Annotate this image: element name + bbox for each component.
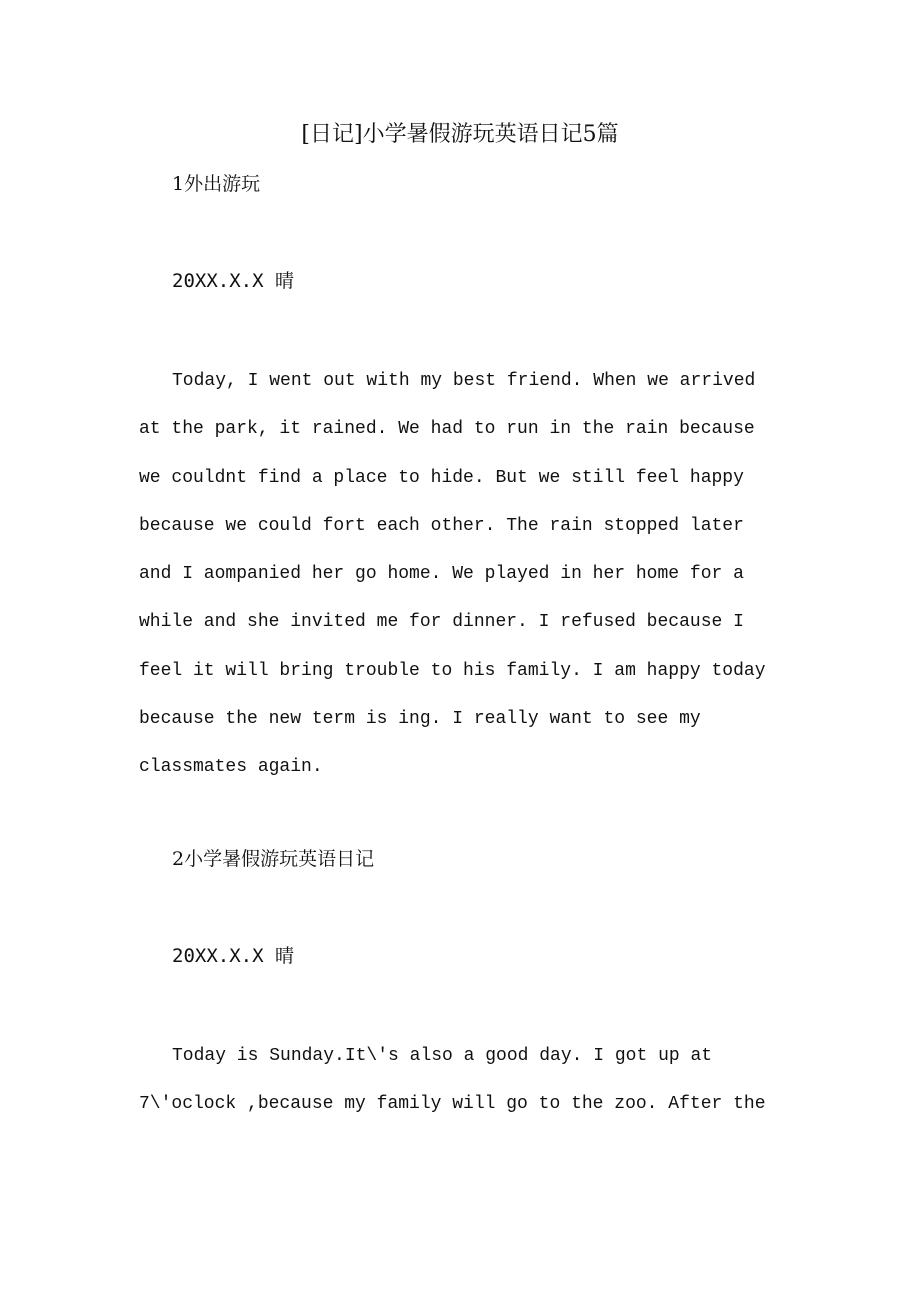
paragraph-line: classmates again. (139, 757, 323, 778)
paragraph-line: at the park, it rained. We had to run in the rain because (139, 419, 755, 440)
paragraph-line: while and she invited me for dinner. I refused because I (139, 612, 744, 633)
paragraph-line: because the new term is ing. I really want to see my (139, 709, 701, 730)
paragraph-line: Today is Sunday.It\'s also a good day. I got up at (172, 1046, 713, 1066)
paragraph-line: we couldnt find a place to hide. But we still feel happy (139, 467, 744, 488)
entry-date: 20XX.X.X 晴 (172, 270, 294, 292)
paragraph-line: Today, I went out with my best friend. When we arrived (172, 371, 756, 391)
paragraph-line: and I aompanied her go home. We played in her home for a (139, 564, 744, 585)
entry-date: 20XX.X.X 晴 (172, 945, 294, 967)
section-heading: 2小学暑假游玩英语日记 (172, 848, 375, 870)
entry-paragraph (139, 1032, 799, 1129)
document-title: [日记]小学暑假游玩英语日记5篇 (301, 122, 619, 147)
paragraph-line: 7\'oclock ,because my family will go to the zoo. After the (139, 1094, 766, 1115)
entry-paragraph (139, 357, 799, 792)
paragraph-line: feel it will bring trouble to his family. I am happy today (139, 660, 766, 681)
paragraph-line: because we could fort each other. The rain stopped later (139, 515, 744, 536)
section-heading: 1外出游玩 (172, 173, 261, 195)
